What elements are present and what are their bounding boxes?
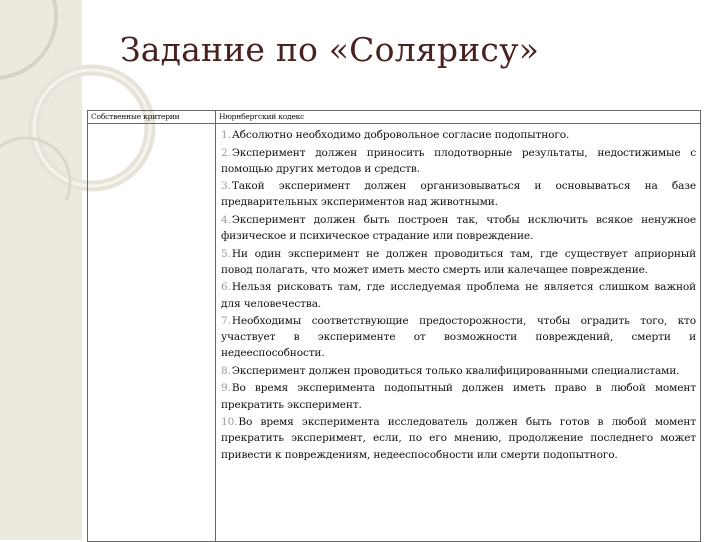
item-text: Ни один эксперимент не должен проводиться там, где существует априорный повод полагать, что может иметь место смерть или калечащее повреждение. xyxy=(221,247,696,276)
item-number: 5. xyxy=(221,247,231,260)
criteria-table xyxy=(87,110,701,542)
code-item-1 xyxy=(221,127,696,143)
code-item-8 xyxy=(221,363,696,379)
item-text: Такой эксперимент должен организовываться и основываться на базе предварительных экспериментов над животными. xyxy=(221,180,696,209)
item-number: 6. xyxy=(221,281,231,294)
slide-title: Задание по «Солярису» xyxy=(120,30,540,69)
item-number: 3. xyxy=(221,180,231,193)
item-number: 10. xyxy=(221,416,238,429)
header-own-criteria: Собственные критерии xyxy=(88,111,216,124)
item-text: Необходимы соответствующие предосторожности, чтобы оградить того, кто участвует в эксперименте от возможности повреждений, смерти и недееспособности. xyxy=(221,315,696,360)
item-text: Нельзя рисковать там, где исследуемая проблема не является слишком важной для человечества. xyxy=(221,281,696,310)
item-number: 4. xyxy=(221,213,231,226)
item-text: Абсолютно необходимо добровольное согласие подопытного. xyxy=(231,129,570,141)
item-number: 1. xyxy=(221,129,231,141)
own-criteria-cell[interactable] xyxy=(88,124,216,542)
item-number: 7. xyxy=(221,315,231,328)
item-text: Эксперимент должен приносить плодотворные результаты, недостижимые с помощью других методов и средств. xyxy=(221,146,696,175)
code-items-list xyxy=(216,124,700,463)
code-item-10 xyxy=(221,414,696,463)
item-number: 9. xyxy=(221,382,231,395)
item-number: 2. xyxy=(221,146,231,159)
item-text: Во время эксперимента подопытный должен иметь право в любой момент прекратить эксперимент. xyxy=(221,382,696,411)
code-item-3 xyxy=(221,178,696,210)
code-item-9 xyxy=(221,380,696,412)
item-text: Эксперимент должен быть построен так, чтобы исключить всякое ненужное физическое и психическое страдание или повреждение. xyxy=(221,213,696,243)
code-item-4 xyxy=(221,212,696,244)
code-item-5 xyxy=(221,246,696,278)
code-item-7 xyxy=(221,313,696,362)
item-number: 8. xyxy=(221,364,231,377)
code-item-2 xyxy=(221,145,696,177)
header-nuremberg-code: Нюрнбергский кодекс xyxy=(216,111,701,124)
item-text: Во время эксперимента исследователь должен быть готов в любой момент прекратить эксперимент, если, по его мнению, продолжение последнего может привести к повреждениям, недееспособности или смерти подопытного. xyxy=(221,416,696,461)
nuremberg-code-cell xyxy=(216,124,701,542)
code-item-6 xyxy=(221,279,696,311)
item-text: Эксперимент должен проводиться только квалифицированными специалистами. xyxy=(231,364,680,377)
